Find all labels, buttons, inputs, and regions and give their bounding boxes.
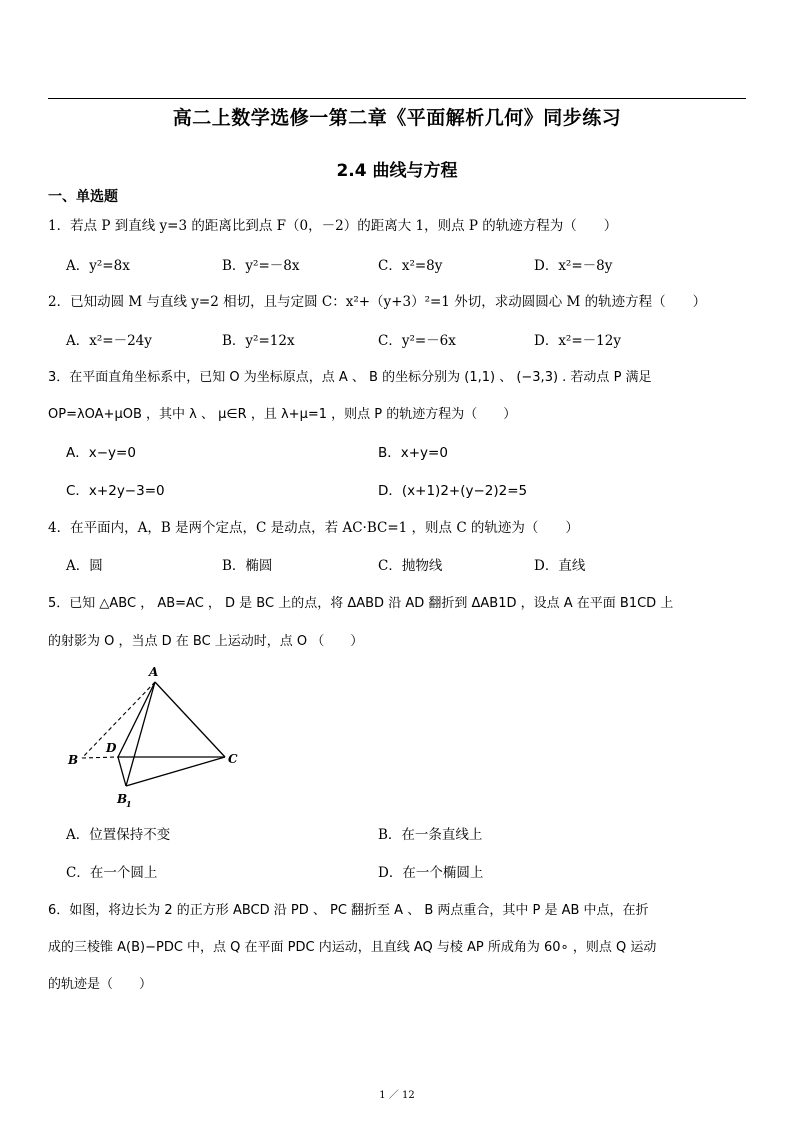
question-6-text-line2: 成的三棱锥 A(B)−PDC 中，点 Q 在平面 PDC 内运动，且直线 AQ 与棱 AP 所成角为 60∘ ，则点 Q 运动	[48, 940, 657, 955]
edge-bd-dashed	[82, 757, 118, 758]
q3-option-d[interactable]: D．(x+1)2+(y−2)2=5	[378, 483, 528, 499]
label-b1: B	[117, 792, 128, 806]
question-5-text-line2: 的射影为 O ，当点 D 在 BC 上运动时，点 O （ ）	[48, 634, 364, 649]
question-5-text-line1: 5．已知 △ABC ， AB=AC ， D 是 BC 上的点，将 ΔABD 沿 AD 翻折到 ΔAB1D ，设点 A 在平面 B1CD 上	[48, 596, 674, 611]
q4-option-a[interactable]: A．圆	[66, 558, 103, 574]
question-4-text: 4．在平面内，A，B 是两个定点，C 是动点，若 AC·BC=1 ，则点 C 的轨迹为（ ）	[48, 520, 579, 536]
q5-option-a[interactable]: A．位置保持不变	[66, 827, 171, 843]
q4-option-d[interactable]: D．直线	[534, 558, 586, 574]
q2-option-a[interactable]: A．x²=－24y	[66, 333, 152, 349]
page-number: 1 ／ 12	[379, 1090, 415, 1101]
q3-option-c[interactable]: C．x+2y−3=0	[66, 483, 165, 499]
q1-option-c[interactable]: C．x²=8y	[378, 258, 443, 274]
section-heading: 一、单选题	[48, 189, 118, 205]
q1-option-a[interactable]: A．y²=8x	[66, 258, 130, 274]
section-subtitle: 2.4 曲线与方程	[336, 161, 458, 181]
q3-option-b[interactable]: B．x+y=0	[378, 445, 448, 461]
q4-option-c[interactable]: C．抛物线	[378, 558, 443, 574]
q5-option-b[interactable]: B．在一条直线上	[378, 827, 483, 843]
label-c: C	[228, 752, 238, 766]
q5-option-c[interactable]: C．在一个圆上	[66, 865, 158, 881]
q2-option-c[interactable]: C．y²=－6x	[378, 333, 456, 349]
edge-ad	[118, 682, 155, 757]
q4-option-b[interactable]: B．椭圆	[222, 558, 273, 574]
q2-option-d[interactable]: D．x²=－12y	[534, 333, 621, 349]
question-2-text: 2．已知动圆 M 与直线 y=2 相切，且与定圆 C：x²+（y+3）²=1 外切，求动圆圆心 M 的轨迹方程（ ）	[48, 294, 707, 310]
question-3-text-line1: 3．在平面直角坐标系中，已知 O 为坐标原点，点 A 、 B 的坐标分别为 (1,1) 、 (−3,3) . 若动点 P 满足	[48, 370, 652, 385]
q3-option-a[interactable]: A．x−y=0	[66, 445, 136, 461]
label-d: D	[106, 741, 117, 755]
q1-option-b[interactable]: B．y²=－8x	[222, 258, 300, 274]
edge-db1	[118, 757, 126, 786]
q2-option-b[interactable]: B．y²=12x	[222, 333, 295, 349]
label-b: B	[68, 753, 79, 767]
q1-option-d[interactable]: D．x²=－8y	[534, 258, 613, 274]
header-rule	[48, 98, 746, 99]
label-b1-subscript: 1	[126, 799, 132, 809]
question-1-text: 1．若点 P 到直线 y=3 的距离比到点 F（0，－2）的距离大 1，则点 P 的轨迹方程为（ ）	[48, 218, 618, 234]
question-6-text-line3: 的轨迹是（ ）	[48, 977, 153, 992]
page-title: 高二上数学选修一第二章《平面解析几何》同步练习	[172, 107, 622, 129]
q5-option-d[interactable]: D．在一个椭圆上	[378, 865, 484, 881]
tetrahedron-figure	[60, 660, 250, 810]
edge-b1c	[126, 757, 225, 786]
edge-ac	[155, 682, 225, 757]
question-6-text-line1: 6．如图，将边长为 2 的正方形 ABCD 沿 PD 、 PC 翻折至 A 、 B 两点重合，其中 P 是 AB 中点，在折	[48, 903, 649, 918]
label-a: A	[149, 665, 159, 679]
question-3-text-line2: OP=λOA+μOB ，其中 λ 、 μ∈R ，且 λ+μ=1 ，则点 P 的轨迹方程为（ ）	[48, 407, 517, 422]
